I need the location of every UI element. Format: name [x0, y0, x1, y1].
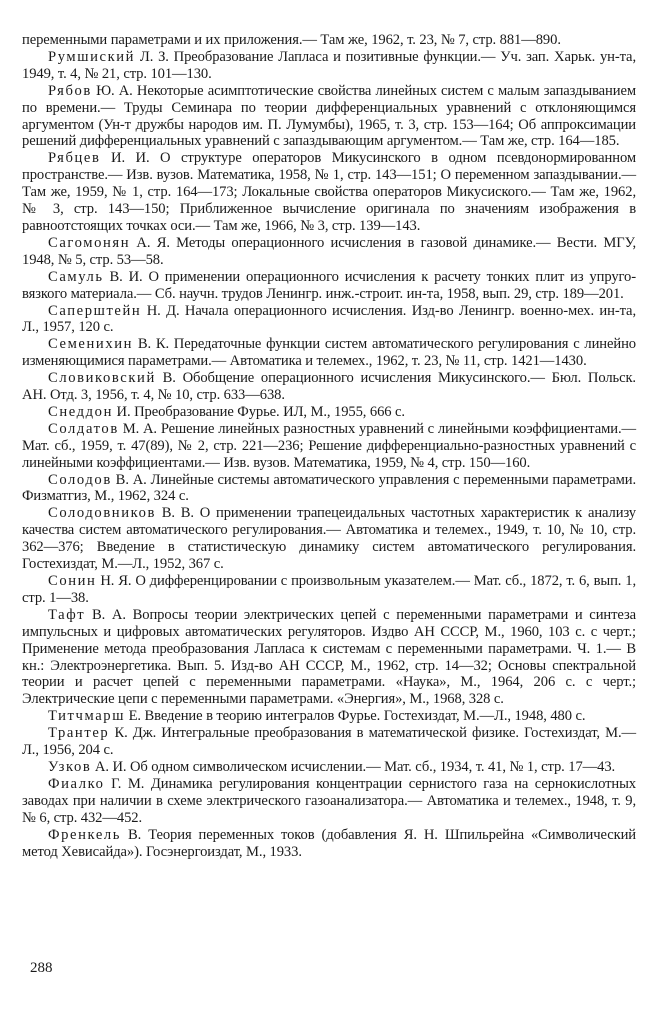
entry-author: Румшиский: [48, 48, 136, 65]
bibliography-entry-14: [22, 607, 636, 708]
entry-text: В. А. Линейные системы автоматического управления с переменными параметрами. Физматгиз, М., 1962, 324 с.: [22, 471, 636, 505]
bibliography-entry-17: [22, 759, 636, 776]
entry-text: М. А. Решение линейных разностных уравнений с линейными коэффициентами.— Мат. сб., 1959, т. 47(89), № 2, стр. 221—236; Решение дифференциально-разностных уравнений с линейными коэффициентами.— Изв. вузов. Математика, 1959, № 4, стр. 150—160.: [22, 420, 636, 471]
entry-author: Словиковский: [48, 370, 156, 387]
bibliography-entry-3: [22, 150, 636, 235]
entry-text: И. И. О структуре операторов Микусинского в одном псевдонормированном пространстве.— Изв. вузов. Математика, 1958, № 1, стр. 143—151; О переменном запаздывании.— Там же, 1959, № 1, стр. 164—173; Локальные свойства операторов Микусиского.— Там же, 1962, № 3, стр. 143—150; Приближенное вычисление оригинала по значениям изображения в равноотстоящих точках оси.— Там же, 1966, № 3, стр. 139—143.: [22, 150, 636, 234]
entry-text: В. Теория переменных токов (добавления Я. Н. Шпильрейна «Символический метод Хевисайда»). Госэнергоиздат, М., 1933.: [22, 826, 636, 860]
entry-text: Ю. А. Некоторые асимптотические свойства линейных систем с малым запаздыванием по времени.— Труды Семинара по теории дифференциальных уравнений с отклоняющимся аргументом (Ун-т дружбы народов им. П. Лумумбы), 1965, т. 3, стр. 153—164; Об аппроксимации решений дифференциальных уравнений с запаздывающим аргументом.— Там же, стр. 164—185.: [22, 82, 636, 150]
bibliography-entry-1: [22, 49, 636, 83]
entry-author: Сагомонян: [48, 234, 131, 251]
entry-author: Фиалко: [48, 775, 105, 792]
entry-text: переменными параметрами и их приложения.— Там же, 1962, т. 23, № 7, стр. 881—890.: [22, 32, 561, 48]
entry-author: Рябцев: [48, 150, 101, 167]
entry-text: В. К. Передаточные функции систем автоматического регулирования с линейно изменяющимися параметрами.— Автоматика и телемех., 1962, т. 23, № 11, стр. 1421—1430.: [22, 336, 636, 370]
entry-text: Н. Д. Начала операционного исчисления. Изд-во Ленингр. военно-мех. ин-та, Л., 1957, 120 с.: [22, 302, 636, 336]
bibliography-entry-6: [22, 303, 636, 337]
bibliography-entry-19: [22, 827, 636, 861]
bibliography-page: [22, 32, 636, 860]
entry-author: Трантер: [48, 725, 110, 742]
entry-text: В. Обобщение операционного исчисления Микусинского.— Бюл. Польск. АН. Отд. 3, 1956, т. 4, № 10, стр. 633—638.: [22, 370, 636, 404]
entry-author: Снеддон: [48, 403, 113, 420]
entry-text: Л. З. Преобразование Лапласа и позитивные функции.— Уч. зап. Харьк. ун-та, 1949, т. 4, № 21, стр. 101—130.: [22, 48, 636, 82]
entry-text: Е. Введение в теорию интегралов Фурье. Гостехиздат, М.—Л., 1948, 480 с.: [125, 708, 586, 725]
entry-text: К. Дж. Интегральные преобразования в математической физике. Гостехиздат, М.—Л., 1956, 204 с.: [22, 725, 636, 759]
bibliography-entry-5: [22, 269, 636, 303]
bibliography-entry-13: [22, 573, 636, 607]
entry-author: Солодов: [48, 471, 112, 488]
entry-author: Семенихин: [48, 336, 134, 353]
entry-author: Тафт: [48, 606, 86, 623]
entry-author: Рябов: [48, 82, 92, 99]
bibliography-entry-2: [22, 83, 636, 151]
entry-text: Н. Я. О дифференцировании с произвольным указателем.— Мат. сб., 1872, т. 6, вып. 1, стр. 1—38.: [22, 573, 636, 606]
entry-author: Титчмарш: [48, 708, 126, 725]
bibliography-entry-8: [22, 370, 636, 404]
entry-text: Г. М. Динамика регулирования концентрации сернистого газа на сернокислотных заводах при наличии в схеме электрического газоанализатора.— Автоматика и телемех., 1948, т. 9, № 6, стр. 432—452.: [22, 775, 636, 826]
entry-text: И. Преобразование Фурье. ИЛ, М., 1955, 666 с.: [113, 403, 405, 420]
bibliography-entry-7: [22, 336, 636, 370]
entry-author: Самуль: [48, 268, 104, 285]
bibliography-entry-15: [22, 708, 636, 725]
bibliography-entry-12: [22, 505, 636, 573]
entry-text: В. А. Вопросы теории электрических цепей с переменными параметрами и синтеза импульсных и цифровых автоматических регуляторов. Издво АН СССР, М., 1960, 103 с. с черт.; Применение метода преобразования Лапласа к системам с переменными параметрами. Ч. 1.— В кн.: Электроэнергетика. Вып. 5. Изд-во АН СССР, М., 1962, стр. 14—32; Основы спектральной теории и расчет цепей с переменными параметрами. «Наука», М., 1964, 206 с. с черт.; Электрические цепи с переменными параметрами. «Энергия», М., 1968, 328 с.: [22, 606, 636, 708]
entry-text: А. И. Об одном символическом исчислении.— Мат. сб., 1934, т. 41, № 1, стр. 17—43.: [91, 758, 616, 775]
entry-text: А. Я. Методы операционного исчисления в газовой динамике.— Вести. МГУ, 1948, № 5, стр. 53—58.: [22, 234, 636, 268]
entry-text: В. В. О применении трапецеидальных частотных характеристик к анализу качества систем автоматического регулирования.— Автоматика и телемех., 1949, т. 10, № 10, стр. 362—376; Введение в статистическую динамику систем автоматического регулирования. Гостехиздат, М.—Л., 1952, 367 с.: [22, 505, 636, 573]
entry-text: В. И. О применении операционного исчисления к расчету тонких плит из упруго-вязкого материала.— Сб. научн. трудов Ленингр. инж.-строит. ин-та, 1958, вып. 29, стр. 189—201.: [22, 268, 636, 302]
entry-author: Саперштейн: [48, 302, 142, 319]
bibliography-entry-18: [22, 776, 636, 827]
entry-author: Френкель: [48, 826, 122, 843]
entry-author: Солдатов: [48, 420, 119, 437]
entry-author: Сонин: [48, 573, 97, 589]
bibliography-entry-16: [22, 725, 636, 759]
bibliography-entry-10: [22, 421, 636, 472]
bibliography-entry-11: [22, 472, 636, 506]
entry-author: Узков: [48, 758, 92, 775]
page-number: 288: [30, 960, 53, 976]
bibliography-entry-0: [22, 32, 636, 49]
bibliography-entry-4: [22, 235, 636, 269]
bibliography-entry-9: [22, 404, 636, 421]
entry-author: Солодовников: [48, 505, 156, 522]
